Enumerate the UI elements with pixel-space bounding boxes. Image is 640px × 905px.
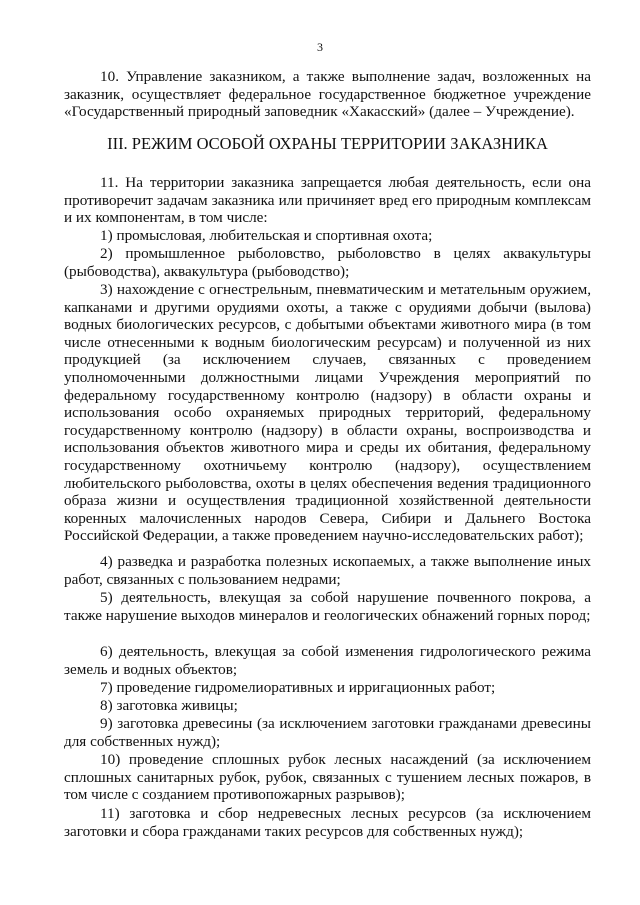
list-item-7: 7) проведение гидромелиоративных и ирригационных работ; [100, 679, 496, 696]
list-item-8: 8) заготовка живицы; [100, 697, 238, 714]
list-item-4: 4) разведка и разработка полезных ископаемых, а также выполнение иных работ, связанных с пользованием недрами; [64, 553, 591, 588]
list-item-6: 6) деятельность, влекущая за собой изменения гидрологического режима земель и водных объектов; [64, 643, 591, 678]
list-item-1: 1) промысловая, любительская и спортивная охота; [100, 227, 433, 244]
list-item-5: 5) деятельность, влекущая за собой нарушение почвенного покрова, а также нарушение выходов минералов и геологических обнажений горных пород; [64, 589, 591, 624]
list-item-10: 10) проведение сплошных рубок лесных насаждений (за исключением сплошных санитарных рубок, рубок, связанных с тушением лесных пожаров, в том числе с созданием противопожарных разрывов); [64, 751, 591, 804]
paragraph-10: 10. Управление заказником, а также выполнение задач, возложенных на заказник, осуществляет федеральное государственное бюджетное учреждение «Государственный природный заповедник «Хакасский» (далее – Учреждение). [64, 68, 591, 121]
list-item-9: 9) заготовка древесины (за исключением заготовки гражданами древесины для собственных нужд); [64, 715, 591, 750]
list-item-2: 2) промышленное рыболовство, рыболовство в целях аквакультуры (рыбоводства), аквакультура (рыбоводство); [64, 245, 591, 280]
list-item-3: 3) нахождение с огнестрельным, пневматическим и метательным оружием, капканами и другими орудиями охоты, а также с орудиями добычи (вылова) водных биологических ресурсов, с добытыми объектами животного мира (в том числе отнесенными к водным биологическим ресурсам) и полученной из них продукцией (за исключением случаев, связанных с проведением уполномоченными должностными лицами Учреждения мероприятий по федеральному государственному контролю (надзору) в области охраны и использования особо охраняемых природных территорий, федеральному государственному контролю (надзору) в области охраны, воспроизводства и использования объектов животного мира и среды их обитания, федеральному государственному охотничьему контролю (надзору), осуществлением любительского рыболовства, охоты в целях обеспечения ведения традиционного образа жизни и осуществления традиционной хозяйственной деятельности коренных малочисленных народов Севера, Сибири и Дальнего Востока Российской Федерации, а также проведением научно-исследовательских работ); [64, 281, 591, 545]
list-item-11: 11) заготовка и сбор недревесных лесных ресурсов (за исключением заготовки и сбора гражданами таких ресурсов для собственных нужд); [64, 805, 591, 840]
page-number: 3 [317, 40, 323, 54]
section-heading: III. РЕЖИМ ОСОБОЙ ОХРАНЫ ТЕРРИТОРИИ ЗАКАЗНИКА [107, 134, 548, 153]
paragraph-11: 11. На территории заказника запрещается любая деятельность, если она противоречит задачам заказника или причиняет вред его природным комплексам и их компонентам, в том числе: [64, 174, 591, 227]
